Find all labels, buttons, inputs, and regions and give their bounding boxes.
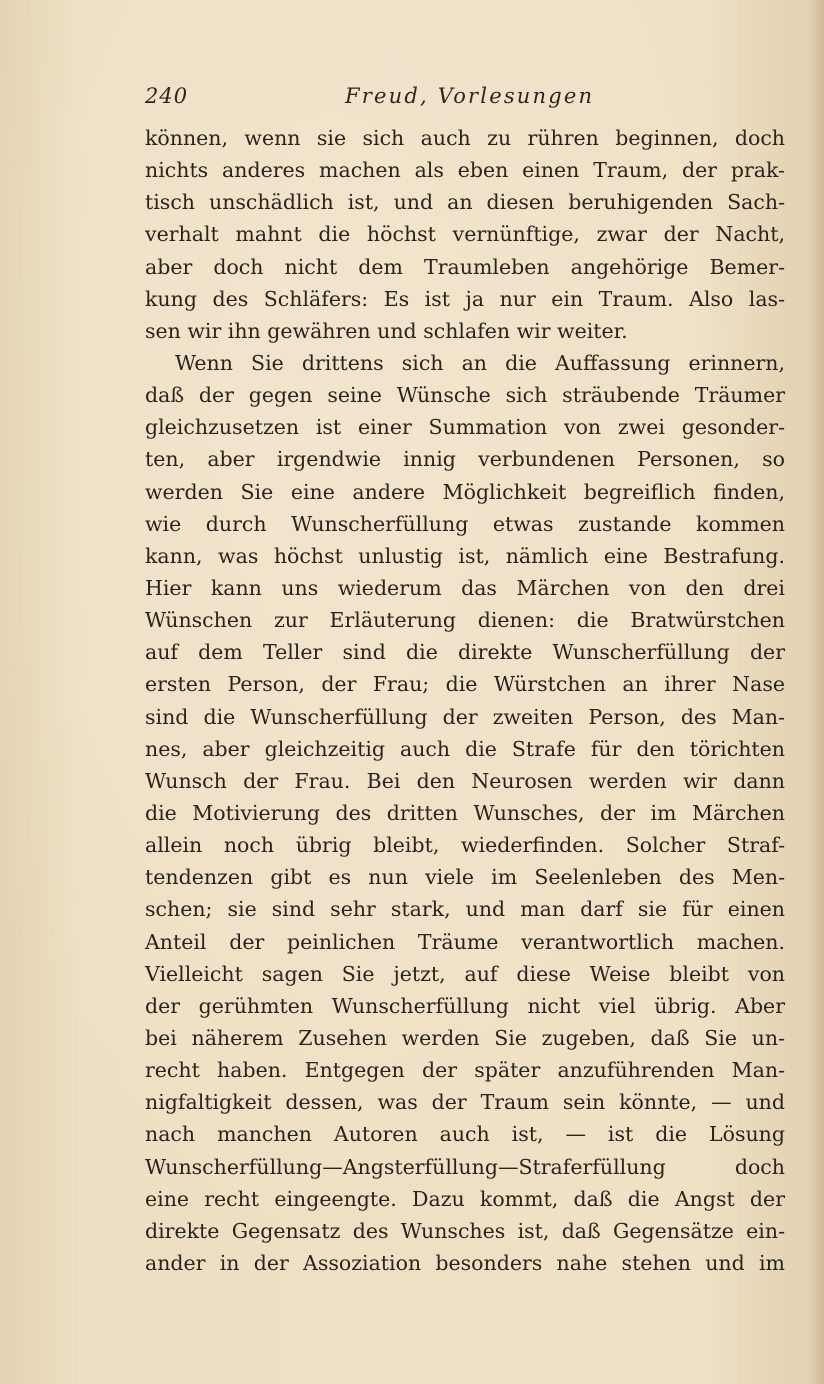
text-line: tendenzen gibt es nun viele im Seelenleben des Men- (145, 865, 785, 890)
text-line: nichts anderes machen als eben einen Traum, der prak- (145, 158, 785, 183)
text-line: verhalt mahnt die höchst vernünftige, zwar der Nacht, (145, 222, 785, 247)
text-line: bei näherem Zusehen werden Sie zugeben, daß Sie un- (145, 1025, 785, 1050)
page-number: 240 (145, 84, 189, 108)
text-line: recht haben. Entgegen der später anzuführenden Man- (145, 1058, 785, 1083)
text-line: allein noch übrig bleibt, wiederfinden. Solcher Straf- (145, 833, 785, 858)
text-line: können, wenn sie sich auch zu rühren beginnen, doch (145, 126, 785, 150)
text-line: direkte Gegensatz des Wunsches ist, daß Gegensätze ein- (145, 1218, 785, 1243)
page-edge-shading (810, 0, 824, 1384)
text-line: Wunscherfüllung—Angsterfüllung—Straferfüllung doch (145, 1154, 785, 1179)
text-line: auf dem Teller sind die direkte Wunscherfüllung der (145, 640, 785, 665)
running-title: Freud, Vorlesungen (345, 84, 595, 108)
text-line: Wenn Sie drittens sich an die Auffassung erinnern, (175, 350, 785, 375)
text-line: tisch unschädlich ist, und an diesen beruhigenden Sach- (145, 190, 785, 215)
text-line: gleichzusetzen ist einer Summation von zwei gesonder- (145, 415, 785, 440)
text-line: die Motivierung des dritten Wunsches, der im Märchen (145, 800, 785, 825)
text-line: Anteil der peinlichen Träume verantwortlich machen. (145, 929, 785, 954)
text-line: Wunsch der Frau. Bei den Neurosen werden wir dann (145, 768, 785, 793)
text-line: daß der gegen seine Wünsche sich sträubende Träumer (145, 383, 785, 408)
text-line: ander in der Assoziation besonders nahe stehen und im (145, 1250, 785, 1275)
text-line: nach manchen Autoren auch ist, — ist die Lösung (145, 1122, 785, 1147)
text-line: sen wir ihn gewähren und schlafen wir weiter. (145, 318, 628, 343)
text-line: wie durch Wunscherfüllung etwas zustande kommen (145, 511, 785, 536)
text-line: ten, aber irgendwie innig verbundenen Personen, so (145, 447, 785, 472)
text-line: schen; sie sind sehr stark, und man darf sie für einen (145, 897, 785, 922)
text-line: werden Sie eine andere Möglichkeit begreiflich finden, (145, 479, 785, 504)
text-line: Wünschen zur Erläuterung dienen: die Bratwürstchen (145, 608, 785, 633)
text-line: kann, was höchst unlustig ist, nämlich eine Bestrafung. (145, 543, 785, 568)
text-line: nigfaltigkeit dessen, was der Traum sein könnte, — und (145, 1090, 785, 1115)
text-line: ersten Person, der Frau; die Würstchen an ihrer Nase (145, 672, 785, 697)
text-line: eine recht eingeengte. Dazu kommt, daß die Angst der (145, 1186, 785, 1211)
text-line: nes, aber gleichzeitig auch die Strafe für den törichten (145, 736, 785, 761)
running-header (145, 84, 705, 118)
text-line: sind die Wunscherfüllung der zweiten Person, des Man- (145, 704, 785, 729)
text-line: Hier kann uns wiederum das Märchen von den drei (145, 575, 785, 600)
text-line: kung des Schläfers: Es ist ja nur ein Traum. Also las- (145, 286, 785, 311)
text-line: der gerühmten Wunscherfüllung nicht viel übrig. Aber (145, 993, 785, 1018)
body-text (145, 122, 785, 1279)
text-line: Vielleicht sagen Sie jetzt, auf diese Weise bleibt von (145, 961, 785, 986)
text-line: aber doch nicht dem Traumleben angehörige Bemer- (145, 254, 785, 279)
